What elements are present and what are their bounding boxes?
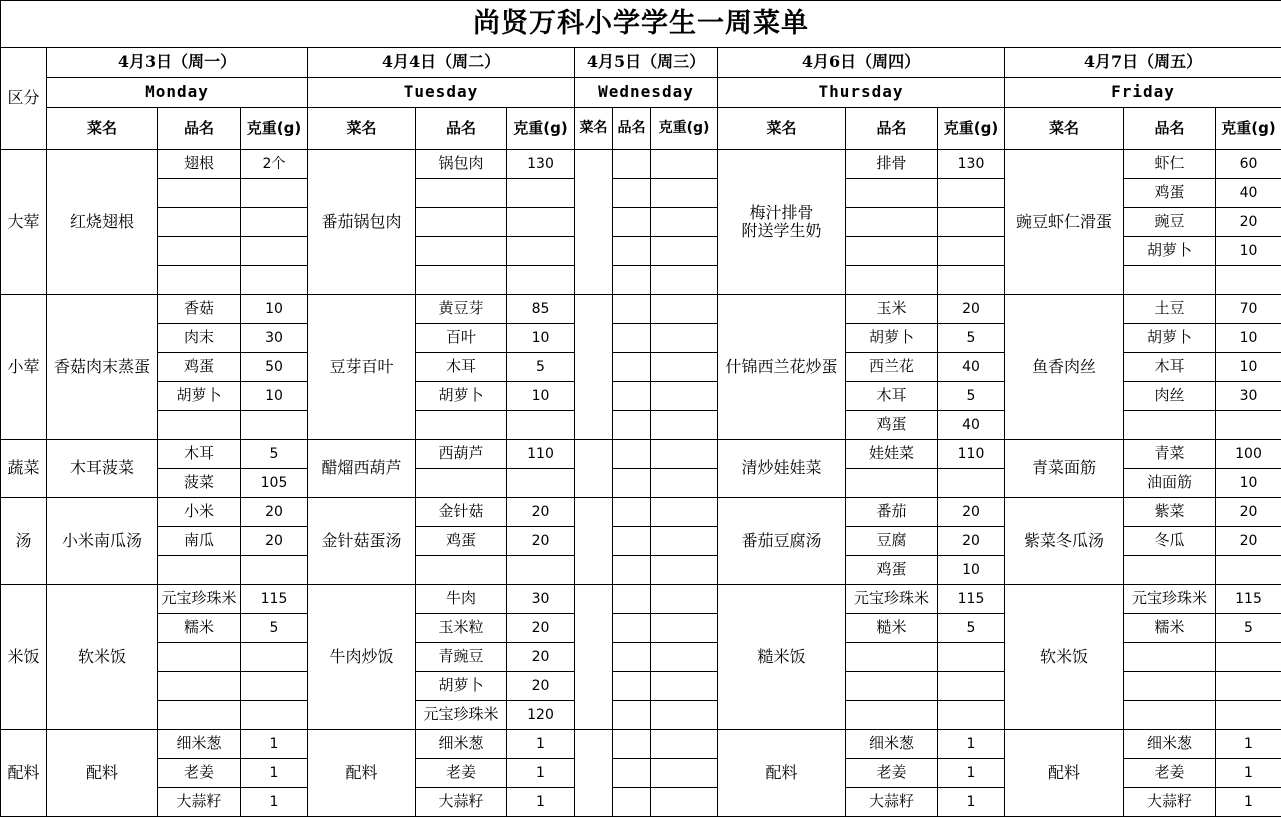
ingredient-name: 香菇 [158,295,241,324]
ingredient-weight [938,469,1005,498]
ingredient-name: 细米葱 [846,730,938,759]
ingredient-name: 西葫芦 [416,440,507,469]
ingredient-name: 糯米 [1124,614,1216,643]
ingredient-name: 紫菜 [1124,498,1216,527]
ingredient-weight: 110 [507,440,575,469]
ingredient-name [613,411,651,440]
ingredient-name: 元宝珍珠米 [158,585,241,614]
ingredient-weight: 30 [241,324,308,353]
category-label: 配料 [1,730,47,817]
day-date: 4月6日（周四） [718,48,1005,78]
ingredient-name [1124,556,1216,585]
ingredient-name: 糯米 [158,614,241,643]
ingredient-weight: 1 [1216,759,1281,788]
ingredient-weight [651,266,718,295]
ingredient-name [613,759,651,788]
ingredient-name [613,237,651,266]
ingredient-name [613,701,651,730]
ingredient-name: 鸡蛋 [416,527,507,556]
ingredient-weight: 1 [507,759,575,788]
menu-row [1,498,1281,527]
ingredient-weight [1216,266,1281,295]
dish-name [575,150,613,295]
ingredient-name: 冬瓜 [1124,527,1216,556]
ingredient-name: 元宝珍珠米 [1124,585,1216,614]
ingredient-name [158,556,241,585]
ingredient-name [613,324,651,353]
ingredient-weight: 20 [938,295,1005,324]
ingredient-weight: 5 [507,353,575,382]
ingredient-weight: 1 [1216,788,1281,817]
ingredient-weight: 5 [938,382,1005,411]
column-header-dish: 菜名 [575,108,613,150]
ingredient-weight: 1 [241,788,308,817]
day-name-en: Monday [47,78,308,108]
ingredient-name: 豌豆 [1124,208,1216,237]
ingredient-name [846,643,938,672]
dish-name: 牛肉炒饭 [308,585,416,730]
ingredient-name: 细米葱 [1124,730,1216,759]
ingredient-name: 肉末 [158,324,241,353]
ingredient-weight: 10 [938,556,1005,585]
ingredient-name: 西兰花 [846,353,938,382]
category-label: 小荤 [1,295,47,440]
dish-name: 小米南瓜汤 [47,498,158,585]
ingredient-weight: 2个 [241,150,308,179]
ingredient-weight [938,701,1005,730]
ingredient-weight [938,179,1005,208]
ingredient-name [158,266,241,295]
ingredient-weight [1216,411,1281,440]
ingredient-weight [938,266,1005,295]
ingredient-weight: 10 [1216,469,1281,498]
ingredient-weight: 130 [938,150,1005,179]
ingredient-name [846,469,938,498]
ingredient-weight [651,469,718,498]
ingredient-name [158,179,241,208]
ingredient-name [613,730,651,759]
day-date: 4月3日（周一） [47,48,308,78]
ingredient-weight: 50 [241,353,308,382]
ingredient-name: 鸡蛋 [1124,179,1216,208]
dish-name: 金针菇蛋汤 [308,498,416,585]
ingredient-name: 南瓜 [158,527,241,556]
ingredient-weight: 20 [241,527,308,556]
ingredient-weight [651,585,718,614]
ingredient-name: 油面筋 [1124,469,1216,498]
ingredient-name: 锅包肉 [416,150,507,179]
ingredient-weight: 30 [507,585,575,614]
dish-name [575,440,613,498]
ingredient-weight [651,324,718,353]
ingredient-weight: 120 [507,701,575,730]
ingredient-name: 玉米 [846,295,938,324]
ingredient-weight [651,150,718,179]
ingredient-name [1124,266,1216,295]
ingredient-weight: 85 [507,295,575,324]
ingredient-weight: 5 [241,440,308,469]
ingredient-name: 菠菜 [158,469,241,498]
ingredient-weight: 1 [507,788,575,817]
category-label: 米饭 [1,585,47,730]
ingredient-name [416,411,507,440]
ingredient-weight [651,730,718,759]
ingredient-name: 小米 [158,498,241,527]
menu-title: 尚贤万科小学学生一周菜单 [1,1,1281,48]
category-label: 大荤 [1,150,47,295]
ingredient-weight: 40 [1216,179,1281,208]
dish-name: 鱼香肉丝 [1005,295,1124,440]
ingredient-name: 排骨 [846,150,938,179]
dish-name [575,498,613,585]
ingredient-name: 土豆 [1124,295,1216,324]
ingredient-weight [1216,643,1281,672]
ingredient-weight: 20 [938,527,1005,556]
dish-name [575,295,613,440]
ingredient-name: 黄豆芽 [416,295,507,324]
ingredient-name: 木耳 [416,353,507,382]
ingredient-name [613,498,651,527]
column-header-item: 品名 [1124,108,1216,150]
ingredient-weight: 105 [241,469,308,498]
menu-row [1,730,1281,759]
ingredient-weight [1216,701,1281,730]
ingredient-weight [651,556,718,585]
ingredient-name: 鸡蛋 [158,353,241,382]
ingredient-name: 老姜 [158,759,241,788]
ingredient-weight: 1 [938,788,1005,817]
ingredient-weight [651,643,718,672]
ingredient-weight: 130 [507,150,575,179]
ingredient-weight [651,614,718,643]
day-name-en: Thursday [718,78,1005,108]
ingredient-weight: 10 [241,382,308,411]
day-name-en: Wednesday [575,78,718,108]
category-label: 汤 [1,498,47,585]
column-header-item: 品名 [613,108,651,150]
ingredient-weight [241,411,308,440]
dish-name: 配料 [47,730,158,817]
dish-name: 香菇肉末蒸蛋 [47,295,158,440]
ingredient-name: 大蒜籽 [846,788,938,817]
ingredient-name [613,614,651,643]
ingredient-name: 玉米粒 [416,614,507,643]
ingredient-name: 鸡蛋 [846,411,938,440]
ingredient-name: 翅根 [158,150,241,179]
ingredient-name: 百叶 [416,324,507,353]
ingredient-name: 木耳 [846,382,938,411]
day-name-en: Tuesday [308,78,575,108]
ingredient-weight [241,701,308,730]
ingredient-name [613,643,651,672]
column-header-weight: 克重(g) [651,108,718,150]
ingredient-weight: 40 [938,411,1005,440]
ingredient-weight: 110 [938,440,1005,469]
ingredient-name [1124,672,1216,701]
ingredient-weight [507,556,575,585]
ingredient-name: 细米葱 [158,730,241,759]
ingredient-name [158,643,241,672]
ingredient-name [613,672,651,701]
ingredient-name: 木耳 [1124,353,1216,382]
dish-name: 配料 [308,730,416,817]
ingredient-name: 细米葱 [416,730,507,759]
category-label: 蔬菜 [1,440,47,498]
menu-row [1,295,1281,324]
ingredient-name: 老姜 [416,759,507,788]
ingredient-name: 胡萝卜 [846,324,938,353]
ingredient-name: 胡萝卜 [1124,237,1216,266]
ingredient-weight: 115 [1216,585,1281,614]
ingredient-weight [507,411,575,440]
dish-name: 木耳菠菜 [47,440,158,498]
dish-name: 配料 [718,730,846,817]
ingredient-name [613,295,651,324]
ingredient-weight [651,788,718,817]
ingredient-weight [241,556,308,585]
column-header-dish: 菜名 [718,108,846,150]
ingredient-weight: 60 [1216,150,1281,179]
ingredient-weight: 40 [938,353,1005,382]
ingredient-weight: 10 [241,295,308,324]
ingredient-weight: 20 [507,614,575,643]
ingredient-name [158,701,241,730]
ingredient-weight [938,672,1005,701]
dish-name: 什锦西兰花炒蛋 [718,295,846,440]
ingredient-weight: 20 [1216,208,1281,237]
ingredient-weight [651,208,718,237]
ingredient-name [416,556,507,585]
ingredient-name: 木耳 [158,440,241,469]
ingredient-name: 大蒜籽 [158,788,241,817]
ingredient-weight [938,208,1005,237]
day-date: 4月7日（周五） [1005,48,1281,78]
day-date: 4月4日（周二） [308,48,575,78]
column-header-dish: 菜名 [47,108,158,150]
ingredient-weight: 30 [1216,382,1281,411]
ingredient-name [1124,701,1216,730]
ingredient-name: 青豌豆 [416,643,507,672]
dish-name: 软米饭 [1005,585,1124,730]
ingredient-name [613,353,651,382]
ingredient-weight [938,643,1005,672]
ingredient-name: 胡萝卜 [158,382,241,411]
dish-name: 番茄锅包肉 [308,150,416,295]
dish-name: 醋熘西葫芦 [308,440,416,498]
ingredient-weight [651,179,718,208]
dish-name [575,730,613,817]
ingredient-weight: 5 [938,614,1005,643]
ingredient-name [416,469,507,498]
ingredient-name: 青菜 [1124,440,1216,469]
day-date: 4月5日（周三） [575,48,718,78]
column-header-dish: 菜名 [308,108,416,150]
ingredient-name [416,179,507,208]
ingredient-name: 胡萝卜 [416,382,507,411]
ingredient-weight [1216,672,1281,701]
dish-name: 青菜面筋 [1005,440,1124,498]
ingredient-weight [507,469,575,498]
ingredient-name: 老姜 [1124,759,1216,788]
ingredient-weight [507,266,575,295]
ingredient-weight: 20 [1216,498,1281,527]
column-header-weight: 克重(g) [241,108,308,150]
ingredient-weight [938,237,1005,266]
ingredient-weight [241,266,308,295]
ingredient-weight: 1 [938,730,1005,759]
ingredient-weight [507,208,575,237]
ingredient-weight [1216,556,1281,585]
ingredient-name [613,788,651,817]
day-name-en: Friday [1005,78,1281,108]
ingredient-weight: 20 [938,498,1005,527]
menu-row [1,150,1281,179]
ingredient-name: 虾仁 [1124,150,1216,179]
ingredient-weight [507,237,575,266]
dish-name: 软米饭 [47,585,158,730]
ingredient-name [846,208,938,237]
ingredient-weight [507,179,575,208]
ingredient-name [416,266,507,295]
dish-name: 清炒娃娃菜 [718,440,846,498]
ingredient-name [158,208,241,237]
ingredient-weight: 10 [1216,324,1281,353]
menu-row [1,440,1281,469]
ingredient-name [613,179,651,208]
ingredient-weight: 10 [1216,353,1281,382]
ingredient-weight: 10 [1216,237,1281,266]
ingredient-weight: 70 [1216,295,1281,324]
menu-row [1,585,1281,614]
ingredient-weight [651,237,718,266]
dish-name: 梅汁排骨 附送学生奶 [718,150,846,295]
ingredient-weight: 1 [241,759,308,788]
ingredient-name: 大蒜籽 [416,788,507,817]
ingredient-name [613,208,651,237]
ingredient-name [613,527,651,556]
ingredient-weight [651,411,718,440]
ingredient-name: 鸡蛋 [846,556,938,585]
ingredient-name: 肉丝 [1124,382,1216,411]
ingredient-name: 牛肉 [416,585,507,614]
ingredient-weight [651,382,718,411]
ingredient-weight: 5 [241,614,308,643]
ingredient-name [613,266,651,295]
category-header: 区分 [1,48,47,150]
ingredient-weight [651,527,718,556]
ingredient-name: 娃娃菜 [846,440,938,469]
ingredient-name: 金针菇 [416,498,507,527]
ingredient-weight: 1 [938,759,1005,788]
ingredient-weight [241,672,308,701]
ingredient-name [416,237,507,266]
ingredient-weight: 20 [507,643,575,672]
ingredient-name: 老姜 [846,759,938,788]
ingredient-weight: 20 [1216,527,1281,556]
ingredient-name: 元宝珍珠米 [846,585,938,614]
ingredient-name: 糙米 [846,614,938,643]
ingredient-weight: 1 [1216,730,1281,759]
ingredient-weight [241,179,308,208]
dish-name: 豌豆虾仁滑蛋 [1005,150,1124,295]
column-header-weight: 克重(g) [1216,108,1281,150]
dish-name: 紫菜冬瓜汤 [1005,498,1124,585]
ingredient-name [158,411,241,440]
ingredient-weight [241,237,308,266]
column-header-item: 品名 [158,108,241,150]
column-header-dish: 菜名 [1005,108,1124,150]
ingredient-weight: 1 [507,730,575,759]
ingredient-weight [651,759,718,788]
ingredient-weight: 20 [507,498,575,527]
column-header-item: 品名 [416,108,507,150]
ingredient-name [846,179,938,208]
ingredient-name [613,469,651,498]
ingredient-weight: 5 [938,324,1005,353]
ingredient-name [1124,411,1216,440]
ingredient-name [846,266,938,295]
ingredient-weight: 100 [1216,440,1281,469]
ingredient-name [846,701,938,730]
ingredient-weight [651,295,718,324]
ingredient-weight: 20 [241,498,308,527]
ingredient-name: 胡萝卜 [416,672,507,701]
ingredient-name: 胡萝卜 [1124,324,1216,353]
ingredient-name [613,440,651,469]
ingredient-weight: 1 [241,730,308,759]
ingredient-name [846,672,938,701]
dish-name: 配料 [1005,730,1124,817]
ingredient-weight: 10 [507,324,575,353]
ingredient-name [613,556,651,585]
dish-name: 糙米饭 [718,585,846,730]
ingredient-weight: 10 [507,382,575,411]
ingredient-weight: 115 [241,585,308,614]
dish-name: 番茄豆腐汤 [718,498,846,585]
column-header-item: 品名 [846,108,938,150]
ingredient-name: 元宝珍珠米 [416,701,507,730]
ingredient-name [1124,643,1216,672]
ingredient-name [158,672,241,701]
ingredient-weight [651,672,718,701]
ingredient-weight [651,701,718,730]
ingredient-name [613,150,651,179]
ingredient-name [416,208,507,237]
ingredient-weight: 20 [507,527,575,556]
column-header-weight: 克重(g) [507,108,575,150]
ingredient-name [613,585,651,614]
ingredient-weight [651,440,718,469]
dish-name [575,585,613,730]
ingredient-name: 番茄 [846,498,938,527]
ingredient-weight [241,643,308,672]
ingredient-weight: 20 [507,672,575,701]
column-header-weight: 克重(g) [938,108,1005,150]
ingredient-weight [651,498,718,527]
ingredient-name [158,237,241,266]
dish-name: 豆芽百叶 [308,295,416,440]
ingredient-weight [241,208,308,237]
ingredient-name: 大蒜籽 [1124,788,1216,817]
ingredient-name [613,382,651,411]
ingredient-name: 豆腐 [846,527,938,556]
dish-name: 红烧翅根 [47,150,158,295]
ingredient-weight [651,353,718,382]
ingredient-name [846,237,938,266]
ingredient-weight: 115 [938,585,1005,614]
ingredient-weight: 5 [1216,614,1281,643]
